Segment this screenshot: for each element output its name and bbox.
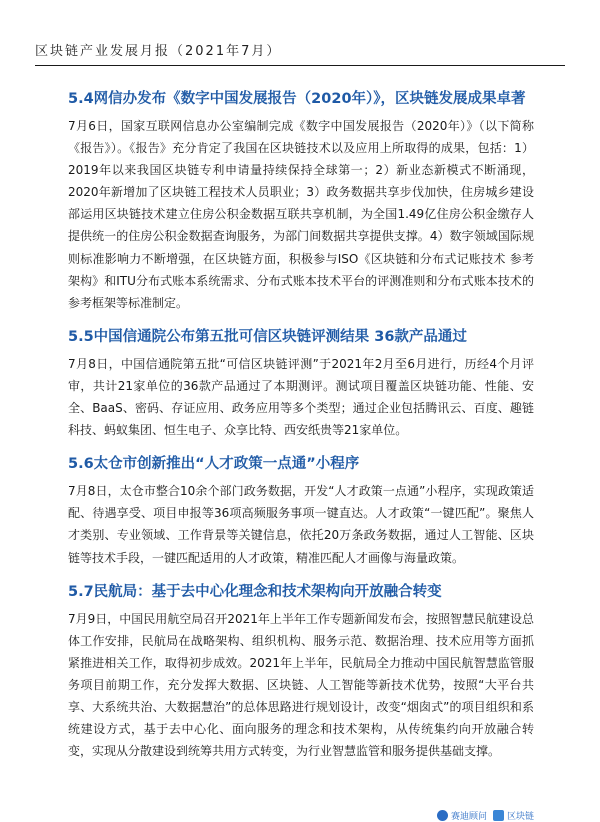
document-body <box>68 88 534 774</box>
section-title: 5.7民航局：基于去中心化理念和技术架构向开放融合转变 <box>68 583 442 600</box>
section-paragraph: 7月9日，中国民用航空局召开2021年上半年工作专题新闻发布会，按照智慧民航建设总体工作安排，民航局在战略架构、组织机构、服务示范、数据治理、技术应用等方面抓紧推进相关工作，取得初步成效。2021年上半年，民航局全力推动中国民航智慧监管服务项目前期工作，充分发挥大数据、区块链、人工智能等新技术优势，按照“大平台共享、大系统共治、大数据慧治”的总体思路进行规划设计，改变“烟囱式”的项目组织和系统建设方式，基于去中心化、面向服务的理念和技术架构，从传统集约向开放融合转变，实现从分散建设到统筹共用方式转变，为行业智慧监管和服务提供基础支撑。 <box>68 611 534 759</box>
section-5-5 <box>68 326 534 441</box>
section-paragraph: 7月6日，国家互联网信息办公室编制完成《数字中国发展报告（2020年）》（以下简称《报告》）。《报告》充分肯定了我国在区块链技术以及应用上所取得的成果，包括：1）2019年以来我国区块链专利申请量持续保持全球第一；2）新业态新模式不断涌现，2020年新增加了区块链工程技术人员职业；3）政务数据共享步伐加快，住房城乡建设部运用区块链技术建立住房公积金数据互联共享机制，为全国1.49亿住房公积金缴存人提供统一的住房公积金数据查询服务，为部门间数据共享提供支撑。4）数字领域国际规则标准影响力不断增强，在区块链方面，积极参与ISO《区块链和分布式记账技术 参考架构》和ITU分布式账本系统需求、分布式账本技术平台的评测准则和分布式账本技术的参考框架等标准制定。 <box>68 119 534 310</box>
section-title: 5.6太仓市创新推出“人才政策一点通”小程序 <box>68 456 360 473</box>
footer-logos <box>437 808 534 822</box>
ccid-logo: 赛迪顾问 <box>437 809 487 822</box>
section-paragraph: 7月8日，太仓市整合10余个部门政务数据，开发“人才政策一点通”小程序，实现政策适配、待遇享受、项目申报等36项高频服务事项一键直达。人才政策“一键匹配”。聚焦人才类别、专业领域、工作背景等关键信息，依托20万条政务数据，通过人工智能、区块链等技术手段，一键匹配适用的人才政策，精准匹配人才画像与海量政策。 <box>68 484 534 565</box>
section-5-7 <box>68 581 534 763</box>
section-title: 5.5中国信通院公布第五批可信区块链评测结果 36款产品通过 <box>68 328 467 345</box>
section-5-6 <box>68 453 534 568</box>
section-title: 5.4网信办发布《数字中国发展报告（2020年）》，区块链发展成果卓著 <box>68 91 526 107</box>
header-rule <box>35 65 565 66</box>
blockchain-logo: 区块链 <box>493 809 534 822</box>
report-header: 区块链产业发展月报（2021年7月） <box>35 44 282 59</box>
section-5-4 <box>68 88 534 314</box>
section-paragraph: 7月8日，中国信通院第五批“可信区块链评测”于2021年2月至6月进行，历经4个月评审，共计21家单位的36款产品通过了本期测评。测试项目覆盖区块链功能、性能、安全、BaaS、密码、存证应用、政务应用等多个类型；通过企业包括腾讯云、百度、趣链科技、蚂蚁集团、恒生电子、众享比特、西安纸贵等21家单位。 <box>68 356 534 438</box>
